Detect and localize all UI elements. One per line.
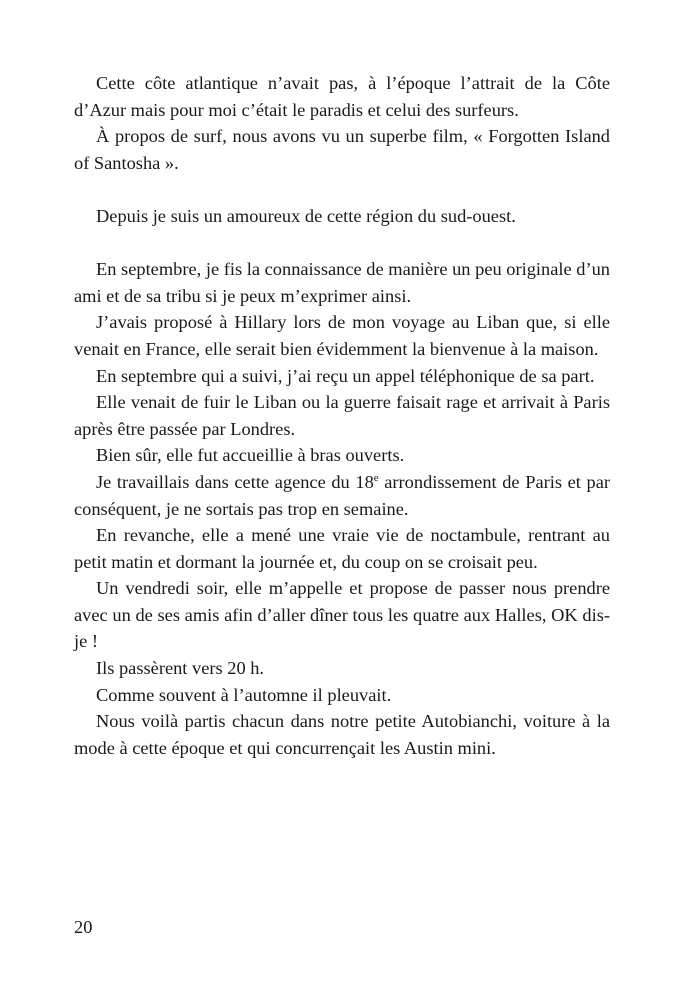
paragraph: En revanche, elle a mené une vraie vie de noctambule, rentrant au petit matin et dormant la journée et, du coup on se croisait peu. [74, 525, 610, 572]
paragraph: Elle venait de fuir le Liban ou la guerre faisait rage et arrivait à Paris après être passée par Londres. [74, 392, 610, 439]
paragraph: En septembre qui a suivi, j’ai reçu un appel téléphonique de sa part. [96, 365, 595, 386]
paragraph-text-end: arrondissement de Paris et par conséquent, je ne sortais pas trop en semaine. [74, 471, 610, 519]
body-text [74, 70, 610, 761]
paragraph: Un vendredi soir, elle m’appelle et propose de passer nous prendre avec un de ses amis afin d’aller dîner tous les quatre aux Halles, OK dis-je ! [74, 578, 610, 652]
paragraph: Depuis je suis un amoureux de cette région du sud-ouest. [96, 205, 516, 226]
ordinal-superscript: e [373, 471, 379, 484]
paragraph: Cette côte atlantique n’avait pas, à l’époque l’attrait de la Côte d’Azur mais pour moi c’était le paradis et celui des surfeurs. [74, 73, 610, 120]
paragraph: Comme souvent à l’automne il pleuvait. [96, 684, 392, 705]
paragraph: J’avais proposé à Hillary lors de mon voyage au Liban que, si elle venait en France, elle serait bien évidemment la bienvenue à la maison. [74, 312, 610, 359]
page-number: 20 [74, 917, 93, 937]
paragraph [74, 469, 610, 522]
paragraph-text-start: Je travaillais dans cette agence du 18 [96, 471, 374, 492]
paragraph: Ils passèrent vers 20 h. [96, 658, 265, 679]
paragraph: À propos de surf, nous avons vu un superbe film, « Forgotten Island of Santosha ». [74, 126, 610, 173]
paragraph: En septembre, je fis la connaissance de manière un peu originale d’un ami et de sa tribu si je peux m’exprimer ainsi. [74, 259, 610, 306]
paragraph: Nous voilà partis chacun dans notre petite Autobianchi, voiture à la mode à cette époque et qui concurrençait les Austin mini. [74, 711, 610, 758]
paragraph: Bien sûr, elle fut accueillie à bras ouverts. [96, 445, 405, 466]
